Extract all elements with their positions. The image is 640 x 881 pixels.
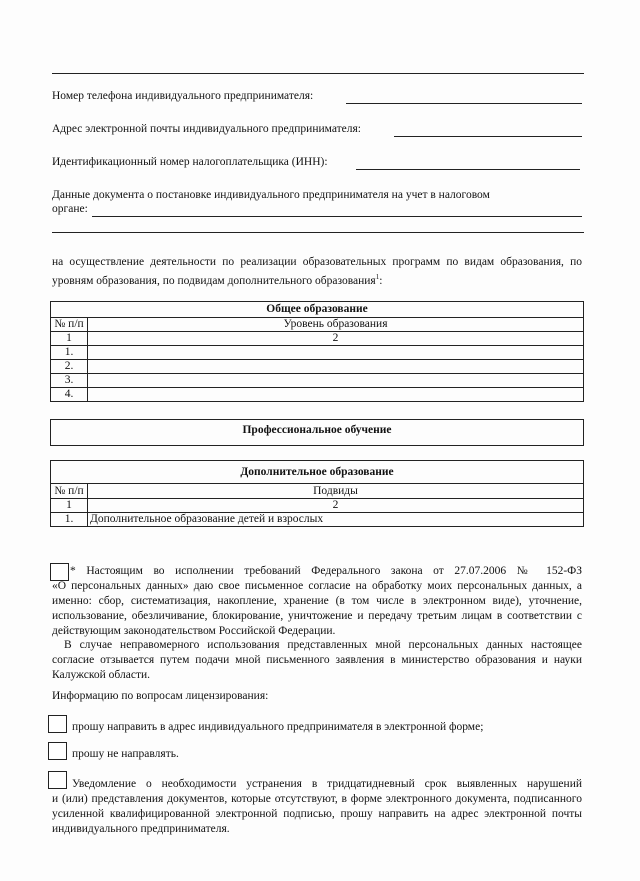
col-index-2: 2 (88, 499, 584, 513)
col-num-header: № п/п (51, 484, 88, 499)
additional-education-table (50, 460, 584, 527)
table-row (51, 346, 584, 360)
top-rule (52, 73, 584, 74)
row-num: 1. (51, 513, 88, 527)
row-value[interactable] (88, 346, 584, 360)
row-value[interactable] (88, 388, 584, 402)
professional-training-box (50, 419, 584, 446)
consent-revoke-paragraph: В случае неправомерного использования представленных мной персональных данных настоящее согласие отзывается путем подачи мной письменного заявления в министерство образования и науки Калужской области. (52, 639, 582, 681)
phone-label: Номер телефона индивидуального предпринимателя: (52, 90, 314, 102)
col-level-header: Уровень образования (88, 318, 584, 332)
row-num: 3. (51, 374, 88, 388)
notice-paragraph: и (или) представления документов, которые отсутствуют, в форме электронного документа, подписанного усиленной квалифицированной электронной подписью, прошу направить на адрес электронной почты индивидуального предпринимателя. (52, 793, 582, 835)
intro-paragraph: на осуществление деятельности по реализации образовательных программ по видам образования, по уровням образования, по подвидам дополнительного образования$^1$: (52, 256, 582, 287)
row-num: 1. (51, 346, 88, 360)
notice-line1: Уведомление о необходимости устранения в тридцатидневный срок выявленных нарушений (72, 778, 582, 790)
inn-label: Идентификационный номер налогоплательщика (ИНН): (52, 156, 328, 168)
table-row (51, 360, 584, 374)
notice-checkbox[interactable] (48, 771, 67, 789)
phone-field[interactable] (346, 103, 582, 104)
tax-doc-field[interactable] (92, 216, 582, 217)
general-education-table (50, 301, 584, 402)
col-subtype-header: Подвиды (88, 484, 584, 499)
additional-education-title: Дополнительное образование (51, 461, 584, 484)
row-num: 2. (51, 360, 88, 374)
professional-training-title: Профессиональное обучение (242, 424, 392, 436)
col-index-1: 1 (51, 332, 88, 346)
consent-paragraph: «О персональных данных» даю свое письменное согласие на обработку моих персональных данных, а именно: сбор, систематизация, накопление, хранение (в том числе в электронном виде), уточнение, использование, обезличивание, блокирование, уничтожение и передачу третьим лицам в соответствии с действующим законодательством Российской Федерации. (52, 580, 582, 637)
inn-field[interactable] (356, 169, 580, 170)
option-no-send-label: прошу не направлять. (72, 748, 179, 760)
email-label: Адрес электронной почты индивидуального предпринимателя: (52, 123, 361, 135)
option-send-label: прошу направить в адрес индивидуального предпринимателя в электронной форме; (72, 721, 484, 733)
tax-doc-label: Данные документа о постановке индивидуального предпринимателя на учет в налоговом (52, 189, 490, 201)
col-index-1: 1 (51, 499, 88, 513)
row-value[interactable] (88, 374, 584, 388)
row-num: 4. (51, 388, 88, 402)
general-education-title: Общее образование (51, 302, 584, 318)
tax-doc-label-cont: органе: (52, 203, 88, 215)
table-row (51, 513, 584, 527)
info-heading: Информацию по вопросам лицензирования: (52, 690, 269, 702)
col-num-header: № п/п (51, 318, 88, 332)
row-value[interactable] (88, 360, 584, 374)
email-field[interactable] (394, 136, 582, 137)
tax-doc-field-2[interactable] (52, 232, 584, 233)
option-no-send-checkbox[interactable] (48, 742, 67, 760)
option-send-checkbox[interactable] (48, 715, 67, 733)
consent-line1: * Настоящим во исполнении требований Федерального закона от 27.07.2006 № 152-ФЗ (70, 565, 582, 577)
row-value: Дополнительное образование детей и взрослых (88, 513, 584, 527)
table-row (51, 374, 584, 388)
table-row (51, 388, 584, 402)
col-index-2: 2 (88, 332, 584, 346)
